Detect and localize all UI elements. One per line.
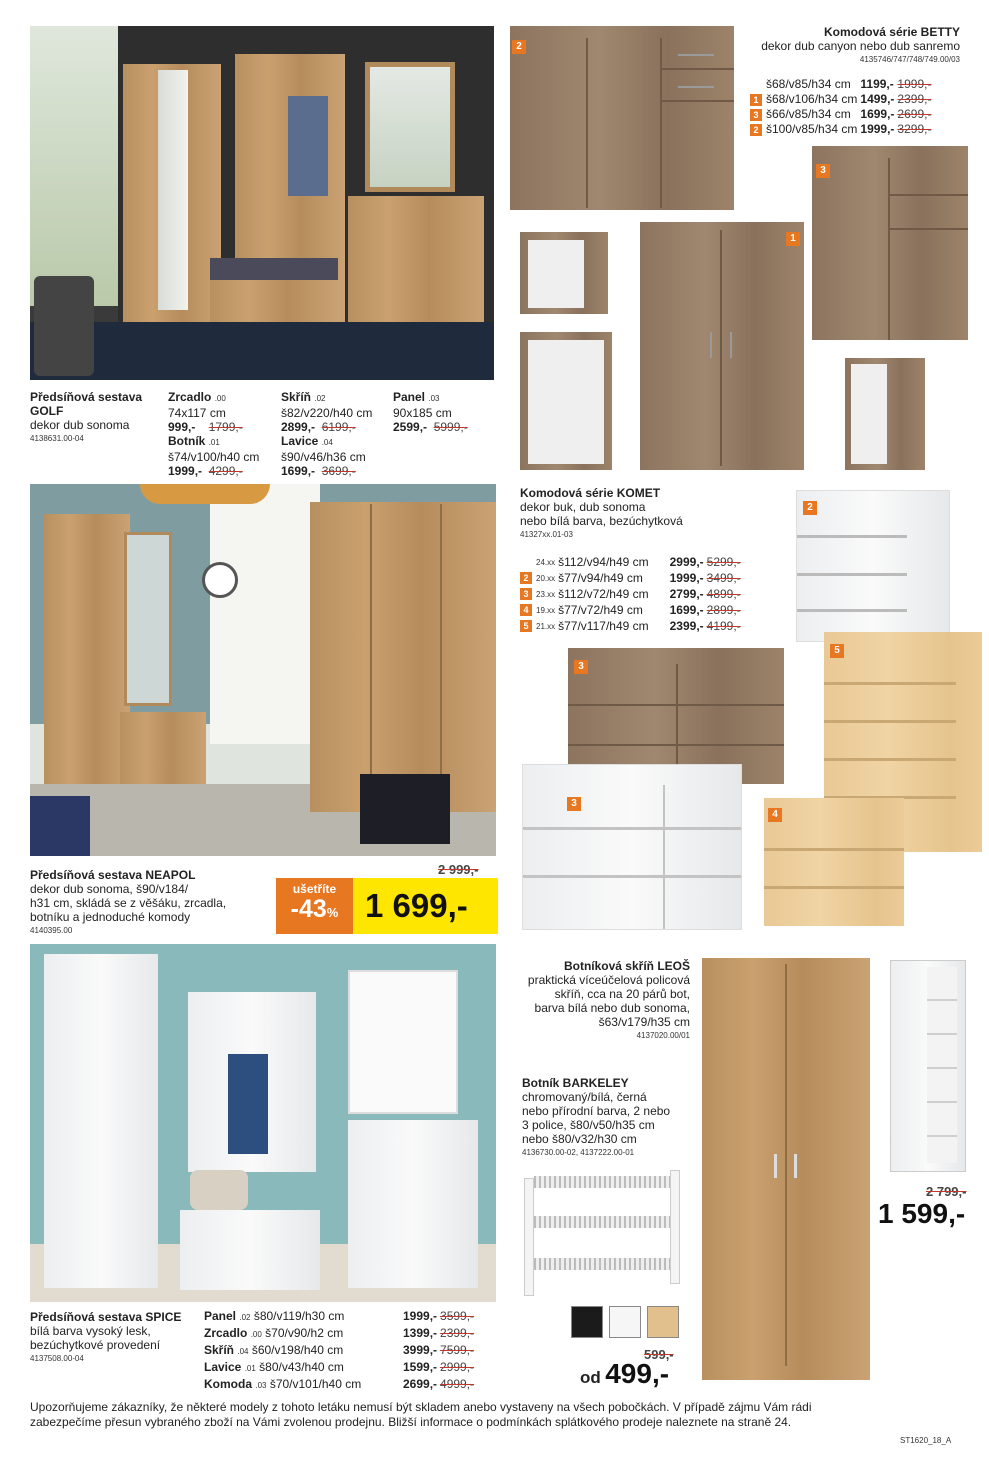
barkeley-swatch-black[interactable]: [571, 1306, 603, 1338]
komet-header: [520, 486, 780, 542]
spice-row-item: [204, 1376, 403, 1393]
barkeley-swatch-natural[interactable]: [647, 1306, 679, 1338]
betty-row-dim-cell: [750, 77, 860, 92]
spice-photo: [30, 944, 496, 1302]
golf-zrcadlo-name: Zrcadlo: [168, 390, 212, 404]
komet-row-badge: 3: [520, 588, 532, 600]
barkeley-price-block: [580, 1358, 669, 1390]
betty-img-badge-1: 1: [786, 232, 800, 246]
neapol-desc-3: botníku a jednoduché komody: [30, 910, 191, 924]
betty-open-small-2: [520, 332, 612, 470]
leos-title: Botníková skříň LEOŠ: [563, 959, 690, 973]
komet-row-code-cell: [520, 602, 558, 618]
spice-row-old: 7599,-: [440, 1343, 475, 1357]
komet-row-old: 4199,-: [706, 618, 741, 633]
komet-row-dim: š112/v72/h49 cm: [558, 586, 649, 601]
golf-skrin: [281, 390, 372, 478]
komet-row-price: 2999,-: [669, 554, 704, 569]
komet-row-old: 4899,-: [706, 586, 741, 601]
neapol-price: 1 699,-: [365, 887, 468, 924]
betty-desc: dekor dub canyon nebo dub sanremo: [761, 39, 960, 53]
spice-row-name: Zrcadlo: [204, 1325, 248, 1340]
komet-row-dim: š77/v94/h49 cm: [558, 570, 643, 585]
spice-row-dim: š70/v101/h40 cm: [269, 1376, 362, 1391]
golf-zrcadlo-old: 1799,-: [208, 420, 243, 434]
leos-text: [500, 959, 690, 1043]
betty-img-badge-2: 2: [512, 40, 526, 54]
leos-desc-2: skříň, cca na 20 párů bot,: [554, 987, 690, 1001]
spice-text: [30, 1310, 210, 1366]
betty-row-price: 1999,-: [860, 122, 895, 136]
komet-row: [520, 586, 744, 602]
leos-desc-4: š63/v179/h35 cm: [598, 1015, 690, 1029]
neapol-desc-1: dekor dub sonoma, š90/v184/: [30, 882, 189, 896]
neapol-old-price: 2 999,-: [438, 862, 479, 877]
golf-panel: [393, 390, 468, 434]
barkeley-title: Botník BARKELEY: [522, 1076, 629, 1090]
betty-img-2: [510, 26, 734, 210]
komet-row-price: 2799,-: [669, 586, 704, 601]
betty-img-3: [812, 146, 968, 340]
golf-zrcadlo-code: .00: [214, 394, 226, 403]
komet-row: [520, 618, 744, 634]
betty-img-badge-3: 3: [816, 164, 830, 178]
komet-row-price: 1699,-: [669, 602, 704, 617]
komet-row-badge: 4: [520, 604, 532, 616]
spice-row-old: 2999,-: [440, 1360, 475, 1374]
betty-row: [750, 92, 934, 107]
betty-row-dim: š100/v85/h34 cm: [766, 122, 858, 136]
komet-row-old: 5299,-: [706, 554, 741, 569]
spice-row-old: 2399,-: [440, 1326, 475, 1340]
komet-row-old: 2899,-: [706, 602, 741, 617]
betty-row: [750, 107, 934, 122]
leos-old-price: 2 799,-: [926, 1184, 967, 1199]
spice-row-code: .02: [239, 1312, 251, 1322]
komet-row-code: 20.xx: [536, 574, 556, 583]
golf-code: 4138631.00-04: [30, 434, 84, 443]
golf-lavice-price: 1699,-: [281, 464, 316, 478]
barkeley-desc-1: chromovaný/bílá, černá: [522, 1090, 647, 1104]
spice-row-code: .00: [250, 1329, 262, 1339]
betty-row-dim: š68/v106/h34 cm: [766, 92, 858, 106]
betty-open-small-1: [520, 232, 608, 314]
neapol-photo: [30, 484, 496, 856]
betty-row: [750, 122, 934, 137]
komet-row-price: 1999,-: [669, 570, 704, 585]
leos-code: 4137020.00/01: [636, 1031, 690, 1040]
leos-img-white-open: [890, 960, 966, 1172]
komet-row-code: 24.xx: [536, 558, 556, 567]
leos-img-oak: [702, 958, 870, 1380]
komet-row: [520, 602, 744, 618]
barkeley-swatch-white[interactable]: [609, 1306, 641, 1338]
komet-img-4: [764, 798, 904, 926]
barkeley-desc-2: nebo přírodní barva, 2 nebo: [522, 1104, 671, 1118]
spice-row-name: Komoda: [204, 1376, 252, 1391]
komet-row-badge: 5: [520, 620, 532, 632]
neapol-save-box: [276, 878, 353, 934]
spice-code: 4137508.00-04: [30, 1354, 84, 1363]
golf-lavice-dim: š90/v46/h36 cm: [281, 450, 366, 464]
spice-row-old: 4999,-: [440, 1377, 475, 1391]
komet-img-badge-4: 4: [768, 808, 782, 822]
spice-row-dim: š70/v90/h2 cm: [265, 1325, 344, 1340]
golf-botnik-name: Botník: [168, 434, 206, 448]
spice-row: [204, 1359, 477, 1376]
neapol-price-box: [353, 878, 498, 934]
spice-row-old: 3599,-: [440, 1309, 475, 1323]
betty-row-old: 3299,-: [897, 122, 932, 136]
leos-price: 1 599,-: [878, 1198, 966, 1229]
neapol-desc-2: h31 cm, skládá se z věšáku, zrcadla,: [30, 896, 227, 910]
golf-desc: dekor dub sonoma: [30, 418, 130, 432]
komet-title: Komodová série KOMET: [520, 486, 661, 500]
komet-row-dim: š112/v94/h49 cm: [558, 554, 649, 569]
spice-row-price: 3999,-: [403, 1343, 438, 1357]
neapol-save-label: ušetříte: [292, 882, 337, 896]
golf-zrcadlo: [168, 390, 259, 478]
golf-title: Předsíňová sestava GOLF: [30, 390, 143, 418]
komet-code: 41327xx.01-03: [520, 530, 573, 539]
spice-row-code: .03: [255, 1380, 267, 1390]
spice-row-name: Lavice: [204, 1359, 242, 1374]
komet-img-badge-3a: 3: [574, 660, 588, 674]
komet-row-dim: š77/v72/h49 cm: [558, 602, 643, 617]
golf-panel-price: 2599,-: [393, 420, 428, 434]
komet-row-badge: 2: [520, 572, 532, 584]
komet-desc-2: nebo bílá barva, bezúchytková: [520, 514, 683, 528]
page-code: ST1620_18_A: [900, 1436, 952, 1445]
golf-skrin-name: Skříň: [281, 390, 312, 404]
betty-img-1: [640, 222, 804, 470]
spice-title: Předsíňová sestava SPICE: [30, 1310, 182, 1324]
spice-row-price: 1999,-: [403, 1309, 438, 1323]
komet-row: [520, 570, 744, 586]
betty-row-dim: š66/v85/h34 cm: [766, 107, 851, 121]
komet-row: [520, 554, 744, 570]
betty-row-badge: 2: [750, 124, 762, 136]
spice-desc-2: bezúchytkové provedení: [30, 1338, 161, 1352]
golf-botnik-code: .01: [208, 438, 220, 447]
spice-row: [204, 1308, 477, 1325]
golf-panel-name: Panel: [393, 390, 426, 404]
spice-row-item: [204, 1342, 403, 1359]
barkeley-price: 499,-: [605, 1358, 670, 1389]
spice-row-item: [204, 1325, 403, 1342]
betty-row-badge: 1: [750, 94, 762, 106]
komet-row-code-cell: [520, 618, 558, 634]
barkeley-code: 4136730.00-02, 4137222.00-01: [522, 1148, 635, 1157]
golf-lavice-name: Lavice: [281, 434, 319, 448]
neapol-title: Předsíňová sestava NEAPOL: [30, 868, 196, 882]
komet-img-badge-3b: 3: [567, 797, 581, 811]
golf-skrin-price: 2899,-: [281, 420, 316, 434]
barkeley-price-prefix: od: [580, 1368, 601, 1387]
komet-price-table: [520, 554, 744, 634]
golf-skrin-code: .02: [314, 394, 326, 403]
barkeley-img: [524, 1170, 684, 1300]
betty-row-badge: 3: [750, 109, 762, 121]
spice-row-name: Panel: [204, 1308, 237, 1323]
betty-row: [750, 77, 934, 92]
komet-row-code-cell: [520, 586, 558, 602]
spice-row-code: .01: [244, 1363, 256, 1373]
komet-row-code-cell: [520, 554, 558, 570]
neapol-discount: -43: [290, 895, 327, 923]
betty-row-price: 1499,-: [860, 92, 895, 106]
golf-panel-old: 5999,-: [433, 420, 468, 434]
betty-row-dim: š68/v85/h34 cm: [766, 77, 851, 91]
spice-row: [204, 1376, 477, 1393]
komet-row-code-cell: [520, 570, 558, 586]
footer-line-1: Upozorňujeme zákazníky, že některé modely z tohoto letáku nemusí být skladem anebo vystaveny na všech pobočkách. V případě zájmu Vám rádi: [30, 1400, 812, 1414]
neapol-code: 4140395.00: [30, 926, 73, 935]
neapol-percent: %: [326, 905, 339, 920]
golf-lavice-code: .04: [321, 438, 333, 447]
betty-open-small-3: [845, 358, 925, 470]
betty-row-dim-cell: [750, 92, 860, 107]
spice-row-price: 2699,-: [403, 1377, 438, 1391]
spice-row-name: Skříň: [204, 1342, 235, 1357]
spice-row: [204, 1325, 477, 1342]
betty-row-dim-cell: [750, 122, 860, 137]
komet-row-price: 2399,-: [669, 618, 704, 633]
leos-desc-3: barva bílá nebo dub sonoma,: [534, 1001, 690, 1015]
spice-row-price: 1399,-: [403, 1326, 438, 1340]
footer-notice: [30, 1400, 960, 1430]
golf-botnik-price: 1999,-: [168, 464, 203, 478]
spice-row: [204, 1342, 477, 1359]
spice-row-price: 1599,-: [403, 1360, 438, 1374]
komet-row-code: 19.xx: [536, 606, 556, 615]
spice-row-dim: š80/v43/h40 cm: [259, 1359, 344, 1374]
betty-row-price: 1199,-: [860, 77, 894, 91]
golf-panel-code: .03: [428, 394, 440, 403]
leos-desc-1: praktická víceúčelová policová: [527, 973, 690, 987]
barkeley-desc-3: 3 police, š80/v50/h35 cm: [522, 1118, 655, 1132]
komet-row-dim: š77/v117/h49 cm: [558, 618, 649, 633]
betty-code: 4135746/747/748/749.00/03: [859, 55, 960, 64]
spice-desc-1: bílá barva vysoký lesk,: [30, 1324, 151, 1338]
golf-photo: [30, 26, 494, 380]
komet-img-badge-2: 2: [803, 501, 817, 515]
golf-botnik-dim: š74/v100/h40 cm: [168, 450, 260, 464]
betty-title: Komodová série BETTY: [823, 25, 960, 39]
barkeley-old-price: 599,-: [644, 1347, 674, 1362]
spice-row-code: .04: [237, 1346, 249, 1356]
spice-row-item: [204, 1308, 403, 1325]
barkeley-desc-4: nebo š80/v32/h30 cm: [522, 1132, 637, 1146]
komet-img-badge-5: 5: [830, 644, 844, 658]
golf-zrcadlo-price: 999,-: [168, 420, 196, 434]
golf-skrin-old: 6199,-: [321, 420, 356, 434]
betty-row-old: 2399,-: [897, 92, 932, 106]
betty-row-old: 1999,-: [897, 77, 932, 91]
spice-price-table: [204, 1308, 477, 1393]
spice-row-dim: š60/v198/h40 cm: [251, 1342, 344, 1357]
footer-line-2: zabezpečíme přesun vybraného zboží na Vámi zvolenou prodejnu. Bližší informace o podmínkách splátkového prodeje naleznete na straně 24.: [30, 1415, 792, 1429]
barkeley-text: [522, 1076, 702, 1160]
golf-zrcadlo-dim: 74x117 cm: [168, 406, 226, 420]
komet-row-old: 3499,-: [706, 570, 741, 585]
spice-row-item: [204, 1359, 403, 1376]
betty-row-old: 2699,-: [897, 107, 932, 121]
komet-row-code: 21.xx: [536, 622, 556, 631]
komet-img-2: [796, 490, 950, 642]
golf-lavice-old: 3699,-: [321, 464, 356, 478]
spice-row-dim: š80/v119/h30 cm: [253, 1308, 345, 1323]
betty-price-table: [750, 77, 934, 137]
golf-botnik-old: 4299,-: [208, 464, 243, 478]
golf-panel-dim: 90x185 cm: [393, 406, 452, 420]
komet-img-3-white: [522, 764, 742, 930]
betty-row-price: 1699,-: [860, 107, 895, 121]
betty-row-dim-cell: [750, 107, 860, 122]
komet-row-code: 23.xx: [536, 590, 556, 599]
betty-header: [700, 25, 960, 67]
komet-desc-1: dekor buk, dub sonoma: [520, 500, 646, 514]
neapol-text: [30, 868, 270, 938]
golf-skrin-dim: š82/v220/h40 cm: [281, 406, 373, 420]
golf-title-block: [30, 390, 160, 446]
